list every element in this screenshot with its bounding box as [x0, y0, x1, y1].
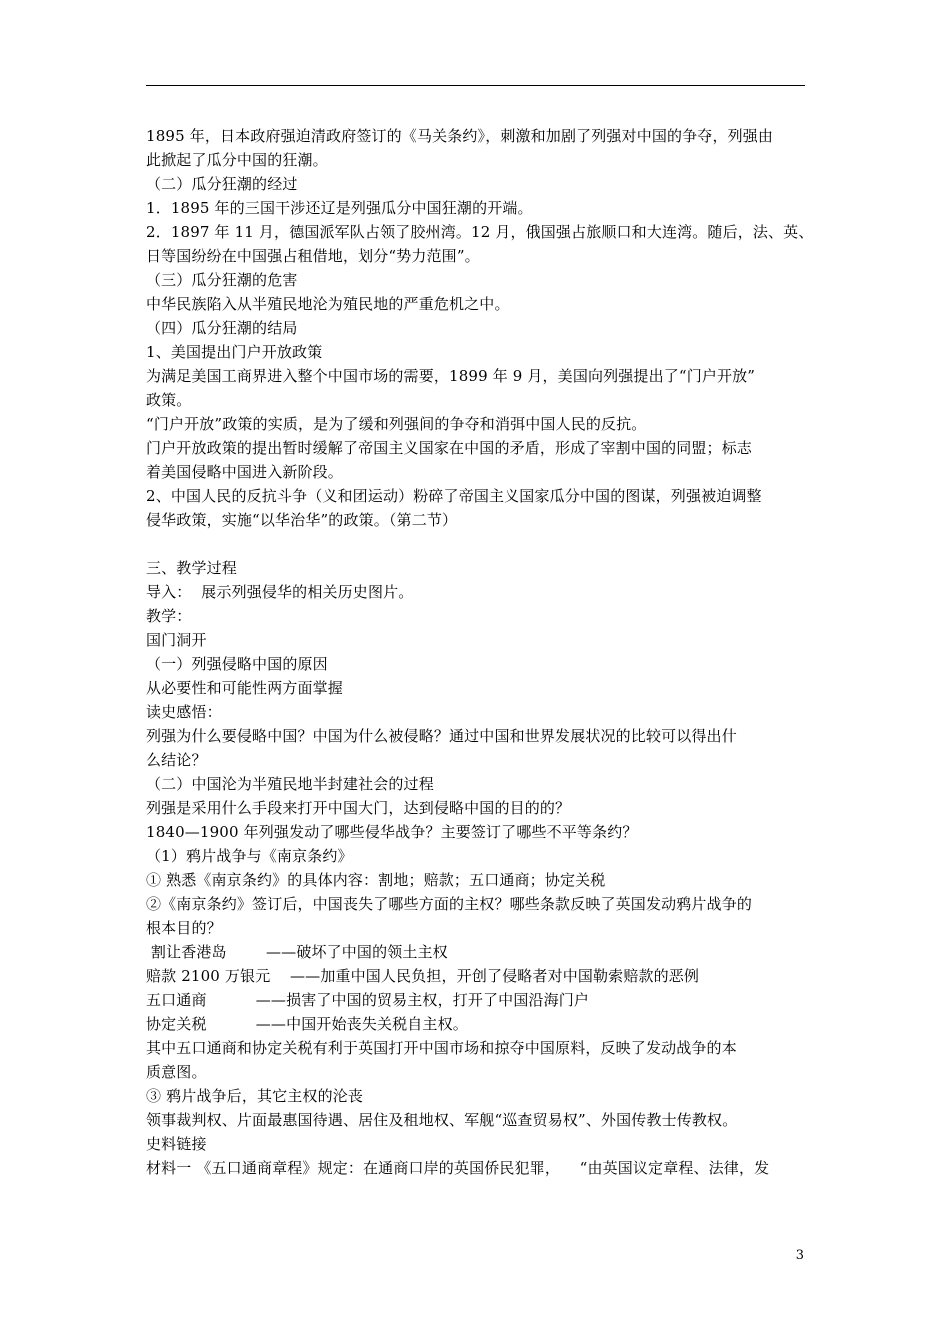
text-line: 1840—1900 年列强发动了哪些侵华战争？主要签订了哪些不平等条约？ — [146, 823, 638, 841]
text-line: 为满足美国工商界进入整个中国市场的需要，1899 年 9 月，美国向列强提出了“门户开放” — [146, 367, 756, 385]
text-line: 么结论？ — [146, 751, 207, 769]
text-line: 1895 年，日本政府强迫清政府签订的《马关条约》，刺激和加剧了列强对中国的争夺，列强由 — [146, 127, 774, 145]
text-line: 列强是采用什么手段来打开中国大门，达到侵略中国的目的的？ — [146, 799, 571, 817]
text-line: 教学： — [146, 607, 192, 625]
text-line: 中华民族陷入从半殖民地沦为殖民地的严重危机之中。 — [146, 295, 510, 313]
text-line: （1）鸦片战争与《南京条约》 — [146, 847, 353, 865]
text-line: “门户开放”政策的实质，是为了缓和列强间的争夺和消弭中国人民的反抗。 — [146, 415, 647, 433]
text-line: （一）列强侵略中国的原因 — [146, 655, 328, 673]
text-line: 赔款 2100 万银元 ——加重中国人民负担，开创了侵略者对中国勒索赔款的恶例 — [146, 967, 700, 985]
text-line: 2．1897 年 11 月，德国派军队占领了胶州湾。12 月，俄国强占旅顺口和大连湾。随后，法、英、 — [146, 223, 814, 241]
text-line: 门户开放政策的提出暂时缓解了帝国主义国家在中国的矛盾，形成了宰割中国的同盟；标志 — [146, 439, 753, 457]
text-line: 质意图。 — [146, 1063, 207, 1081]
text-line: 1、美国提出门户开放政策 — [146, 343, 323, 361]
text-line: 着美国侵略中国进入新阶段。 — [146, 463, 343, 481]
text-line: 三、教学过程 — [146, 559, 237, 577]
text-line: 列强为什么要侵略中国？中国为什么被侵略？通过中国和世界发展状况的比较可以得出什 — [146, 727, 737, 745]
text-line: 协定关税 ——中国开始丧失关税自主权。 — [146, 1015, 468, 1033]
text-line: 读史感悟： — [146, 703, 222, 721]
text-line: ②《南京条约》签订后，中国丧失了哪些方面的主权？哪些条款反映了英国发动鸦片战争的 — [146, 895, 753, 913]
document-body — [146, 124, 814, 1180]
text-line: 侵华政策，实施“以华治华”的政策。（第二节） — [146, 511, 458, 529]
text-line: （二）瓜分狂潮的经过 — [146, 175, 298, 193]
text-line: 割让香港岛 ——破坏了中国的领土主权 — [146, 943, 448, 961]
text-line: ① 熟悉《南京条约》的具体内容：割地；赔款；五口通商；协定关税 — [146, 871, 606, 889]
page-number: 3 — [795, 1248, 804, 1263]
text-line: 此掀起了瓜分中国的狂潮。 — [146, 151, 328, 169]
text-line: （三）瓜分狂潮的危害 — [146, 271, 298, 289]
text-line: 材料一 《五口通商章程》规定：在通商口岸的英国侨民犯罪， “由英国议定章程、法律，发 — [146, 1159, 770, 1177]
blank-line — [146, 532, 808, 556]
text-line: 从必要性和可能性两方面掌握 — [146, 679, 343, 697]
text-line: 其中五口通商和协定关税有利于英国打开中国市场和掠夺中国原料，反映了发动战争的本 — [146, 1039, 737, 1057]
header-rule — [146, 85, 805, 86]
text-line: 1．1895 年的三国干涉还辽是列强瓜分中国狂潮的开端。 — [146, 199, 533, 217]
text-line: 五口通商 ——损害了中国的贸易主权，打开了中国沿海门户 — [146, 991, 590, 1009]
text-line: 根本目的？ — [146, 919, 222, 937]
text-line: 领事裁判权、片面最惠国待遇、居住及租地权、军舰“巡查贸易权”、外国传教士传教权。 — [146, 1111, 738, 1129]
text-line: ③ 鸦片战争后，其它主权的沦丧 — [146, 1087, 364, 1105]
text-line: 日等国纷纷在中国强占租借地，划分“势力范围”。 — [146, 247, 480, 265]
text-line: 2、中国人民的反抗斗争（义和团运动）粉碎了帝国主义国家瓜分中国的图谋，列强被迫调整 — [146, 487, 762, 505]
text-line: （二）中国沦为半殖民地半封建社会的过程 — [146, 775, 434, 793]
text-line: 史料链接 — [146, 1135, 207, 1153]
text-line: （四）瓜分狂潮的结局 — [146, 319, 298, 337]
text-line: 国门洞开 — [146, 631, 207, 649]
text-line: 导入： 展示列强侵华的相关历史图片。 — [146, 583, 414, 601]
text-line: 政策。 — [146, 391, 192, 409]
